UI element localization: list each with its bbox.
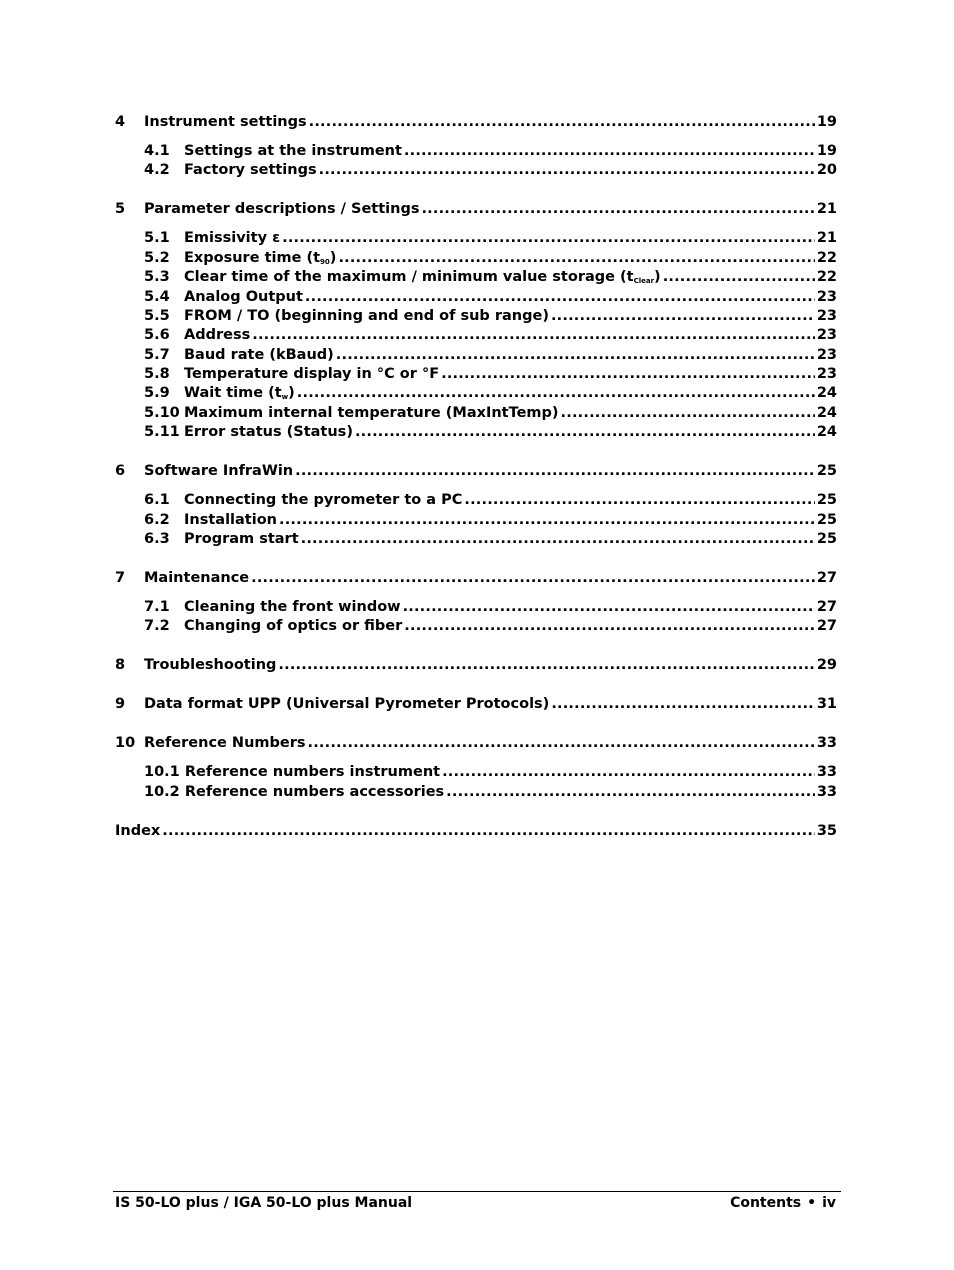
toc-number: 5.9 xyxy=(144,385,170,402)
toc-number: 7 xyxy=(115,569,126,586)
toc-title: Installation xyxy=(184,511,277,528)
toc-title: Program start xyxy=(184,531,299,547)
toc-entry-5-6[interactable] xyxy=(115,326,837,345)
toc-page: 25 xyxy=(816,492,837,509)
dot-leader xyxy=(301,530,815,549)
toc-entry-index[interactable] xyxy=(115,822,837,841)
toc-entry-5-10[interactable] xyxy=(115,404,837,423)
toc-number: 4.1 xyxy=(144,142,170,159)
dot-leader xyxy=(279,511,815,530)
toc-number: 8 xyxy=(115,657,126,674)
toc-number: 5 xyxy=(115,201,126,218)
dot-leader xyxy=(251,569,815,588)
toc-page: 27 xyxy=(816,618,837,635)
dot-leader xyxy=(464,491,814,510)
toc-entry-7[interactable] xyxy=(115,569,837,588)
dot-leader xyxy=(309,113,815,132)
toc-page: 24 xyxy=(816,424,837,441)
spacer xyxy=(115,715,837,735)
toc-number: 5.11 xyxy=(144,424,180,441)
dot-leader xyxy=(338,249,814,268)
dot-leader xyxy=(446,783,815,802)
toc-entry-6-2[interactable] xyxy=(115,511,837,530)
toc-page: 25 xyxy=(816,463,837,480)
toc-title: Maximum internal temperature (MaxIntTemp) xyxy=(184,404,559,421)
toc-title: Error status (Status) xyxy=(184,424,353,441)
toc-title: Index xyxy=(115,822,161,839)
toc-entry-5-5[interactable] xyxy=(115,307,837,326)
dot-leader xyxy=(305,288,815,307)
toc-title: Changing of optics or fiber xyxy=(184,618,403,635)
toc-page: 23 xyxy=(816,366,837,383)
toc-title: Software InfraWin xyxy=(144,463,294,480)
toc-page: 22 xyxy=(816,269,837,286)
spacer xyxy=(115,132,837,142)
toc-entry-10[interactable] xyxy=(115,734,837,753)
toc-entry-5-1[interactable] xyxy=(115,229,837,248)
dot-leader xyxy=(295,462,815,481)
spacer xyxy=(115,802,837,822)
dot-leader xyxy=(404,617,815,636)
toc-page: 33 xyxy=(816,735,837,752)
spacer xyxy=(115,443,837,463)
toc-entry-8[interactable] xyxy=(115,656,837,675)
toc-entry-6[interactable] xyxy=(115,462,837,481)
toc-title: Reference Numbers xyxy=(144,735,306,752)
toc-number: 5.2 xyxy=(144,249,170,266)
spacer xyxy=(115,588,837,598)
toc-title: Clear time of the maximum / minimum value storage $(t_{Clear})$ xyxy=(184,269,661,286)
toc-title: Analog Output xyxy=(184,288,303,305)
toc-page: 22 xyxy=(816,249,837,266)
dot-leader xyxy=(403,598,815,617)
spacer xyxy=(115,549,837,569)
toc-number: 4 xyxy=(115,114,126,130)
toc-page: 29 xyxy=(816,657,837,674)
toc-title: Data format UPP (Universal Pyrometer Protocols) xyxy=(144,696,550,713)
toc-number: 5.3 xyxy=(144,269,170,286)
toc-title: Instrument settings xyxy=(144,114,307,130)
toc-entry-4[interactable] xyxy=(115,113,837,132)
toc-number: 9 xyxy=(115,696,126,713)
toc-title: Settings at the instrument xyxy=(184,142,402,159)
toc-page: 23 xyxy=(816,327,837,344)
toc-entry-6-1[interactable] xyxy=(115,491,837,510)
spacer xyxy=(115,676,837,696)
subscript: w xyxy=(281,393,289,402)
toc-page: 20 xyxy=(816,162,837,179)
toc-title: Connecting the pyrometer to a PC xyxy=(184,492,463,509)
toc-page: 23 xyxy=(816,346,837,363)
toc-page: 21 xyxy=(816,201,837,218)
toc-number: 7.2 xyxy=(144,618,170,635)
dot-leader xyxy=(442,763,815,782)
table-of-contents xyxy=(115,113,837,841)
toc-page: 23 xyxy=(816,307,837,324)
footer-page-number: iv xyxy=(822,1195,836,1211)
dot-leader xyxy=(319,161,815,180)
toc-entry-9[interactable] xyxy=(115,695,837,714)
toc-title: Temperature display in °C or °F xyxy=(184,366,440,383)
toc-page: 35 xyxy=(816,822,837,839)
spacer xyxy=(115,754,837,764)
toc-title: Cleaning the front window xyxy=(184,598,401,615)
toc-title: Wait time $(t_w)$ xyxy=(184,385,295,402)
spacer xyxy=(115,482,837,492)
toc-title: Factory settings xyxy=(184,162,317,179)
toc-title: FROM / TO (beginning and end of sub range) xyxy=(184,307,549,324)
toc-title: Baud rate (kBaud) xyxy=(184,346,334,363)
toc-entry-5-4[interactable] xyxy=(115,288,837,307)
toc-number: 6 xyxy=(115,463,126,480)
toc-title: 10.2 Reference numbers accessories xyxy=(144,783,445,800)
toc-number: 6.2 xyxy=(144,511,170,528)
toc-page: 19 xyxy=(816,114,837,130)
dot-leader xyxy=(441,365,815,384)
toc-title: Parameter descriptions / Settings xyxy=(144,201,420,218)
spacer xyxy=(115,181,837,201)
dot-leader xyxy=(404,142,815,161)
toc-title: Exposure time $(t_{90})$ xyxy=(184,249,337,266)
toc-page: 23 xyxy=(816,288,837,305)
toc-title: Emissivity ε xyxy=(184,230,281,247)
toc-number: 7.1 xyxy=(144,598,170,615)
toc-page: 24 xyxy=(816,404,837,421)
subscript: Clear xyxy=(633,277,655,286)
dot-leader xyxy=(297,384,815,403)
toc-number: 5.7 xyxy=(144,346,170,363)
footer-page-info xyxy=(730,1195,836,1211)
toc-page: 27 xyxy=(816,569,837,586)
toc-page: 31 xyxy=(816,696,837,713)
spacer xyxy=(115,220,837,230)
toc-entry-5-11[interactable] xyxy=(115,423,837,442)
dot-leader xyxy=(561,404,815,423)
dot-leader xyxy=(663,268,815,287)
toc-page: 27 xyxy=(816,598,837,615)
toc-entry-5-7[interactable] xyxy=(115,346,837,365)
toc-page: 25 xyxy=(816,511,837,528)
toc-entry-5[interactable] xyxy=(115,200,837,219)
toc-entry-10-2[interactable] xyxy=(115,783,837,802)
dot-leader xyxy=(252,326,815,345)
toc-number: 5.6 xyxy=(144,327,170,344)
footer-bullet: • xyxy=(807,1195,817,1211)
toc-title: 10.1 Reference numbers instrument xyxy=(144,764,441,781)
toc-number: 5.5 xyxy=(144,307,170,324)
toc-entry-7-1[interactable] xyxy=(115,598,837,617)
toc-number: 5.10 xyxy=(144,404,180,421)
toc-entry-5-2[interactable] xyxy=(115,249,837,268)
toc-number: 5.8 xyxy=(144,366,170,383)
dot-leader xyxy=(551,307,815,326)
spacer xyxy=(115,637,837,657)
toc-number: 6.1 xyxy=(144,492,170,509)
toc-page: 24 xyxy=(816,385,837,402)
toc-entry-4-2[interactable] xyxy=(115,161,837,180)
dot-leader xyxy=(551,695,815,714)
toc-entry-5-9[interactable] xyxy=(115,384,837,403)
footer-section: Contents xyxy=(730,1195,802,1211)
dot-leader xyxy=(162,822,815,841)
toc-number: 4.2 xyxy=(144,162,170,179)
dot-leader xyxy=(282,229,815,248)
toc-number: 10 xyxy=(115,735,136,752)
toc-entry-5-3[interactable] xyxy=(115,268,837,287)
dot-leader xyxy=(278,656,814,675)
toc-page: 21 xyxy=(816,230,837,247)
toc-page: 33 xyxy=(816,783,837,800)
dot-leader xyxy=(355,423,815,442)
toc-title: Troubleshooting xyxy=(144,657,277,674)
toc-page: 25 xyxy=(816,531,837,547)
dot-leader xyxy=(308,734,815,753)
dot-leader xyxy=(421,200,814,219)
toc-entry-6-3[interactable] xyxy=(115,530,837,549)
toc-entry-5-8[interactable] xyxy=(115,365,837,384)
toc-title: Address xyxy=(184,327,251,344)
subscript: 90 xyxy=(320,257,330,266)
toc-number: 5.1 xyxy=(144,230,170,247)
dot-leader xyxy=(336,346,815,365)
toc-page: 33 xyxy=(816,764,837,781)
toc-number: 6.3 xyxy=(144,531,170,547)
toc-entry-10-1[interactable] xyxy=(115,763,837,782)
toc-title: Maintenance xyxy=(144,569,250,586)
toc-entry-4-1[interactable] xyxy=(115,142,837,161)
footer-manual-title: IS 50-LO plus / IGA 50-LO plus Manual xyxy=(115,1195,413,1211)
toc-page: 19 xyxy=(816,142,837,159)
footer-divider xyxy=(113,1191,841,1192)
toc-number: 5.4 xyxy=(144,288,170,305)
toc-entry-7-2[interactable] xyxy=(115,617,837,636)
